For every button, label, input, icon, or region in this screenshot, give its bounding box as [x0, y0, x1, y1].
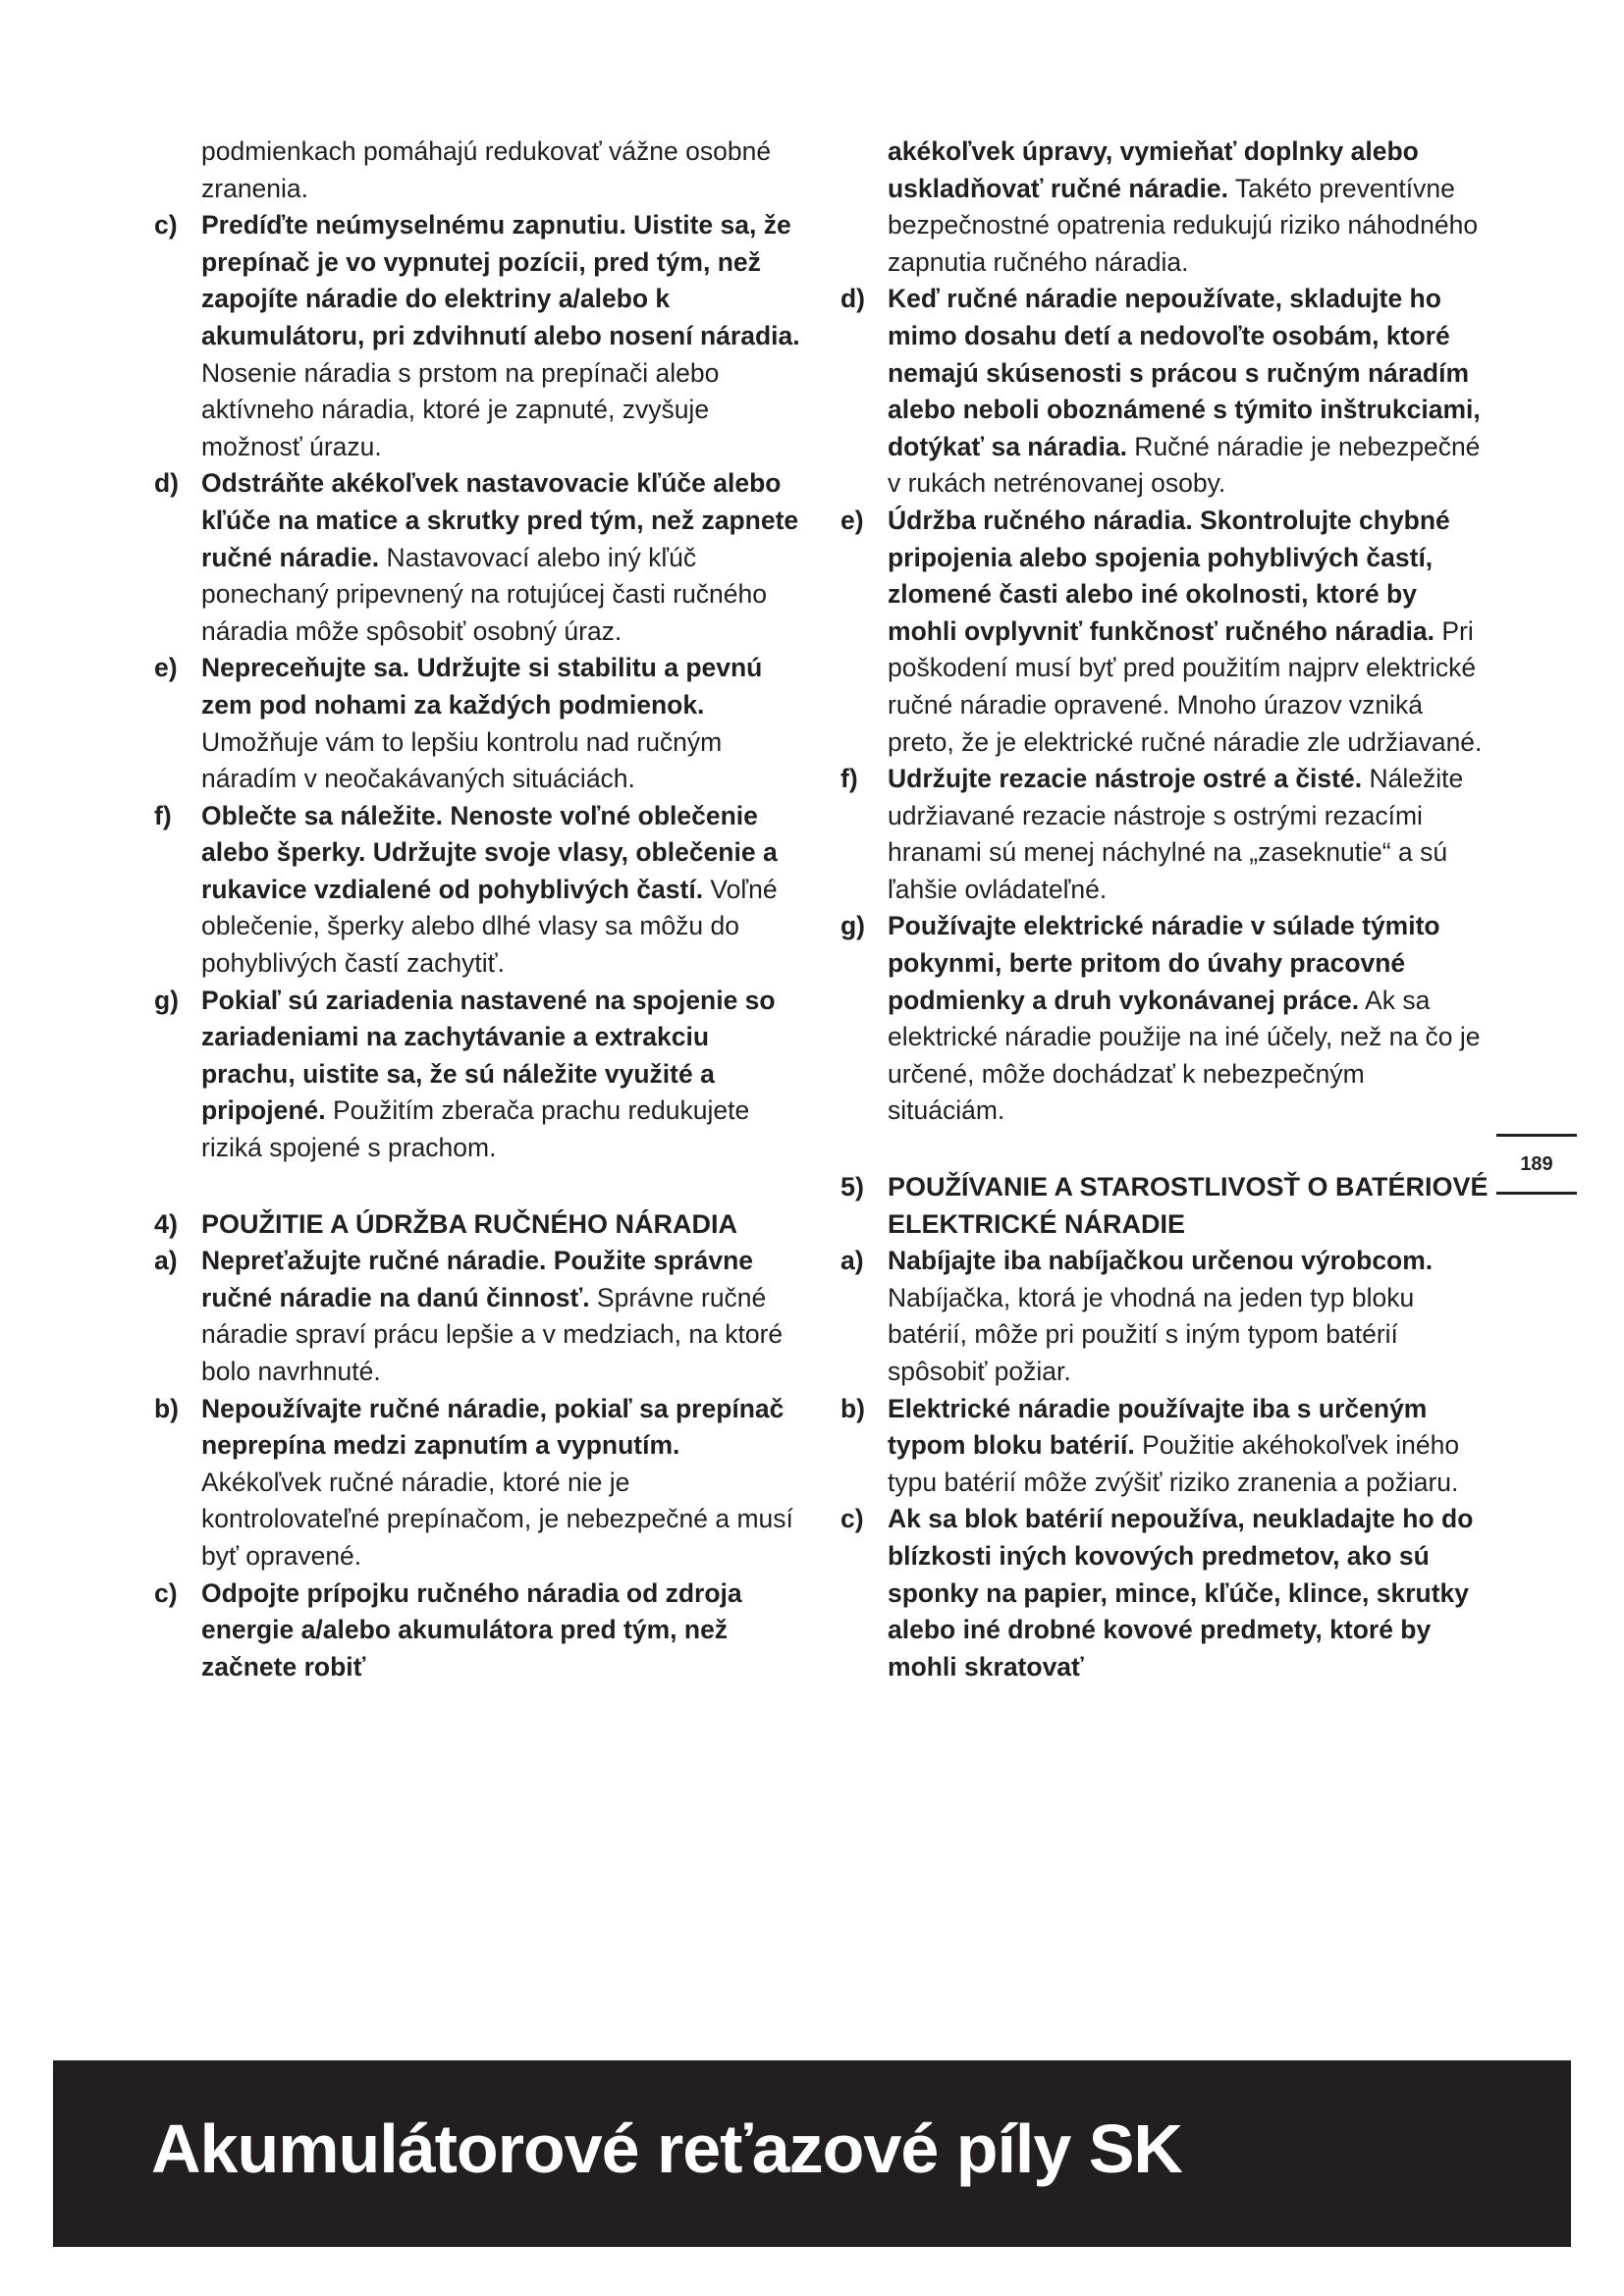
item-label: c) — [154, 1577, 178, 1608]
item-bold-text: Udržujte rezacie nástroje ostré a čisté. — [888, 764, 1363, 794]
item-label: g) — [840, 911, 866, 941]
item-text: Náležite udržiavané rezacie nástroje s ostrými rezacími hranami sú menej náchylné na „zaseknutie“ a sú ľahšie ovládateľné. — [888, 764, 1464, 904]
item-text: Ak sa elektrické náradie použije na iné účely, než na čo je určené, môže dochádzať k nebezpečným situáciám. — [888, 985, 1481, 1126]
item-label: d) — [840, 284, 866, 314]
item-bold-text: Odpojte prípojku ručného náradia od zdroja energie a/alebo akumulátora pred tým, než začnete robiť — [201, 1577, 742, 1682]
item-text: Použitím zberača prachu redukujete riziká spojené s prachom. — [201, 1095, 750, 1163]
item-bold-text: Pokiaľ sú zariadenia nastavené na spojenie so zariadeniami na zachytávanie a extrakciu prachu, uistite sa, že sú náležite využité a pripojené. — [201, 985, 776, 1126]
item-text: Nastavovací alebo iný kľúč ponechaný pripevnený na rotujúcej časti ručného náradia môže spôsobiť osobný úraz. — [201, 542, 768, 646]
item-label: c) — [154, 210, 178, 240]
item-text: Pri poškodení musí byť pred použitím najprv elektrické ručné náradie opravené. Mnoho úrazov vzniká preto, že je elektrické ručné náradie zle udržiavané. — [888, 615, 1483, 757]
item-label: f) — [154, 800, 172, 830]
right-intro-bold: akékoľvek úpravy, vymieňať doplnky alebo uskladňovať ručné náradie. — [888, 136, 1419, 203]
left-item-f — [154, 798, 802, 983]
item-bold-text: Elektrické náradie používajte iba s určeným typom bloku batérií. — [888, 1393, 1428, 1461]
right-item-e — [840, 503, 1489, 761]
section-spacer — [154, 1167, 802, 1206]
right-column — [840, 133, 1489, 1685]
section-number: 4) — [154, 1208, 179, 1239]
left-intro-text: podmienkach pomáhajú redukovať vážne osobné zranenia. — [201, 136, 772, 203]
left-item-e — [154, 650, 802, 797]
item-text: Umožňuje vám to lepšiu kontrolu nad ručným náradím v neočakávaných situáciách. — [201, 726, 723, 794]
item-bold-text: Nepreťažujte ručné náradie. Použite správne ručné náradie na danú činnosť. — [201, 1246, 754, 1312]
item-text: Ručné náradie je nebezpečné v rukách netrénovanej osoby. — [888, 431, 1481, 499]
left-item-4b — [154, 1391, 802, 1575]
item-bold-text: Údržba ručného náradia. Skontrolujte chybné pripojenia alebo spojenia pohyblivých častí, zlomené časti alebo iné okolnosti, ktoré by mohli ovplyvniť funkčnosť ručného náradia. — [888, 505, 1450, 646]
section-title: POUŽÍVANIE A STAROSTLIVOSŤ O BATÉRIOVÉ ELEKTRICKÉ NÁRADIE — [888, 1172, 1489, 1239]
item-bold-text: Nepoužívajte ručné náradie, pokiaľ sa prepínač neprepína medzi zapnutím a vypnutím. — [201, 1393, 785, 1461]
section-5-heading — [840, 1169, 1489, 1243]
item-bold-text: Ak sa blok batérií nepoužíva, neukladajte ho do blízkosti iných kovových predmetov, ako sú sponky na papier, mince, kľúče, klince, skrutky alebo iné drobné kovové predmety, ktoré by mohli skratovať — [888, 1504, 1474, 1682]
right-item-5a — [840, 1243, 1489, 1390]
right-intro-text: Takéto preventívne bezpečnostné opatrenia redukujú riziko náhodného zapnutia ručného náradia. — [888, 173, 1479, 277]
page-number — [1496, 1134, 1577, 1195]
section-title: POUŽITIE A ÚDRŽBA RUČNÉHO NÁRADIA — [201, 1208, 737, 1239]
right-item-f — [840, 761, 1489, 908]
item-label: a) — [840, 1246, 864, 1276]
section-number: 5) — [840, 1172, 865, 1202]
right-intro-paragraph — [840, 133, 1489, 281]
left-column — [154, 133, 802, 1685]
left-item-g — [154, 983, 802, 1167]
item-text: Správne ručné náradie spraví prácu lepšie a v medziach, na ktoré bolo navrhnuté. — [201, 1282, 784, 1386]
item-text: Použitie akéhokoľvek iného typu batérií môže zvýšiť riziko zranenia a požiaru. — [888, 1430, 1460, 1497]
right-item-5c — [840, 1501, 1489, 1685]
item-text: Voľné oblečenie, šperky alebo dlhé vlasy sa môžu do pohyblivých častí zachytiť. — [201, 874, 778, 979]
item-bold-text: Oblečte sa náležite. Nenoste voľné oblečenie alebo šperky. Udržujte svoje vlasy, oblečenie a rukavice vzdialené od pohyblivých častí. — [201, 800, 778, 904]
item-bold-text: Nabíjajte iba nabíjačkou určenou výrobcom. — [888, 1246, 1434, 1276]
right-item-g — [840, 908, 1489, 1130]
item-label: b) — [840, 1393, 866, 1423]
item-label: c) — [840, 1504, 864, 1534]
item-bold-text: Predíďte neúmyselnému zapnutiu. Uistite sa, že prepínač je vo vypnutej pozícii, pred tým, než zapojíte náradie do elektriny a/alebo k akumulátoru, pri zdvihnutí alebo nosení náradia. — [201, 210, 800, 350]
item-bold-text: Používajte elektrické náradie v súlade týmito pokynmi, berte pritom do úvahy pracovné podmienky a druh vykonávanej práce. — [888, 911, 1440, 1015]
left-intro-paragraph — [154, 133, 802, 207]
item-label: a) — [154, 1246, 178, 1276]
left-item-4c — [154, 1575, 802, 1686]
item-label: d) — [154, 468, 180, 499]
item-bold-text: Nepreceňujte sa. Udržujte si stabilitu a pevnú zem pod nohami za každých podmienok. — [201, 653, 763, 720]
item-label: f) — [840, 764, 858, 794]
item-label: b) — [154, 1393, 180, 1423]
item-text: Akékoľvek ručné náradie, ktoré nie je kontrolovateľné prepínačom, je nebezpečné a musí byť opravené. — [201, 1467, 793, 1571]
section-spacer — [840, 1130, 1489, 1169]
footer-title: Akumulátorové reťazové píly SK — [151, 2110, 1182, 2187]
left-item-c — [154, 207, 802, 465]
item-label: e) — [840, 505, 864, 535]
item-label: g) — [154, 985, 180, 1015]
item-bold-text: Odstráňte akékoľvek nastavovacie kľúče alebo kľúče na matice a skrutky pred tým, než zapnete ručné náradie. — [201, 468, 799, 572]
item-text: Nosenie náradia s prstom na prepínači alebo aktívneho náradia, ktoré je zapnuté, zvyšuje možnosť úrazu. — [201, 357, 720, 461]
left-item-4a — [154, 1243, 802, 1390]
right-item-d — [840, 281, 1489, 503]
item-text: Nabíjačka, ktorá je vhodná na jeden typ bloku batérií, môže pri použití s iným typom batérií spôsobiť požiar. — [888, 1282, 1415, 1386]
section-4-heading — [154, 1206, 802, 1244]
left-item-d — [154, 465, 802, 650]
page-number-text: 189 — [1520, 1152, 1553, 1175]
item-label: e) — [154, 653, 178, 683]
footer-banner — [53, 2060, 1571, 2247]
item-bold-text: Keď ručné náradie nepoužívate, skladujte ho mimo dosahu detí a nedovoľte osobám, ktoré nemajú skúsenosti s prácou s ručným náradím alebo neboli oboznámené s týmito inštrukciami, dotýkať sa náradia. — [888, 284, 1481, 461]
right-item-5b — [840, 1391, 1489, 1502]
